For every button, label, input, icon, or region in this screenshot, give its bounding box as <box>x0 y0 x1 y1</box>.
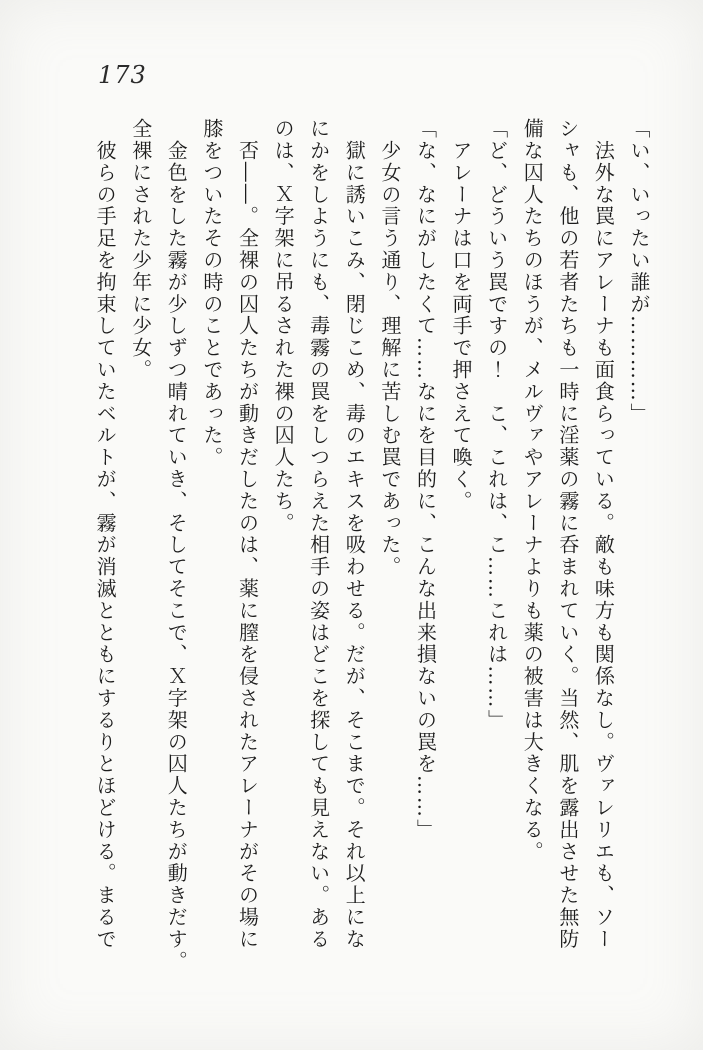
text-line: シャも、他の若者たちも一時に淫薬の霧に呑まれていく。当然、肌を露出させた無防 <box>555 118 580 951</box>
text-line: 少女の言う通り、理解に苦しむ罠であった。 <box>377 118 402 578</box>
text-block <box>85 118 656 973</box>
text-line: 「な、なにがしたくて……なにを目的に、こんな出来損ないの罠を……」 <box>413 118 438 841</box>
text-line: アレーナは口を両手で押さえて喚く。 <box>449 118 474 513</box>
text-line: 備な囚人たちのほうが、メルヴァやアレーナよりも薬の被害は大きくなる。 <box>520 118 545 863</box>
page-number: 173 <box>98 61 147 89</box>
text-line: 否――。全裸の囚人たちが動きだしたのは、薬に膣を侵されたアレーナがその場に <box>235 118 260 951</box>
text-line: 「ど、どういう罠ですの！ こ、これは、こ……これは……」 <box>484 118 509 732</box>
text-line: 金色をした霧が少しずつ晴れていき、そしてそこで、Ｘ字架の囚人たちが動きだす。 <box>164 118 189 973</box>
text-line: 獄に誘いこみ、閉じこめ、毒のエキスを吸わせる。だが、そこまで。それ以上にな <box>342 118 367 951</box>
text-line: 全裸にされた少年に少女。 <box>128 118 153 381</box>
text-line: のは、Ｘ字架に吊るされた裸の囚人たち。 <box>271 118 296 535</box>
text-line: 彼らの手足を拘束していたベルトが、霧が消滅とともにするりとほどける。まるで <box>93 118 118 951</box>
text-line: 膝をついたその時のことであった。 <box>199 118 224 469</box>
text-line: 法外な罠にアレーナも面食らっている。敵も味方も関係なし。ヴァレリエも、ソー <box>591 118 616 951</box>
text-line: にかをしようにも、毒霧の罠をしつらえた相手の姿はどこを探しても見えない。ある <box>306 118 331 951</box>
text-line: 「い、いったい誰が…………」 <box>627 118 651 425</box>
